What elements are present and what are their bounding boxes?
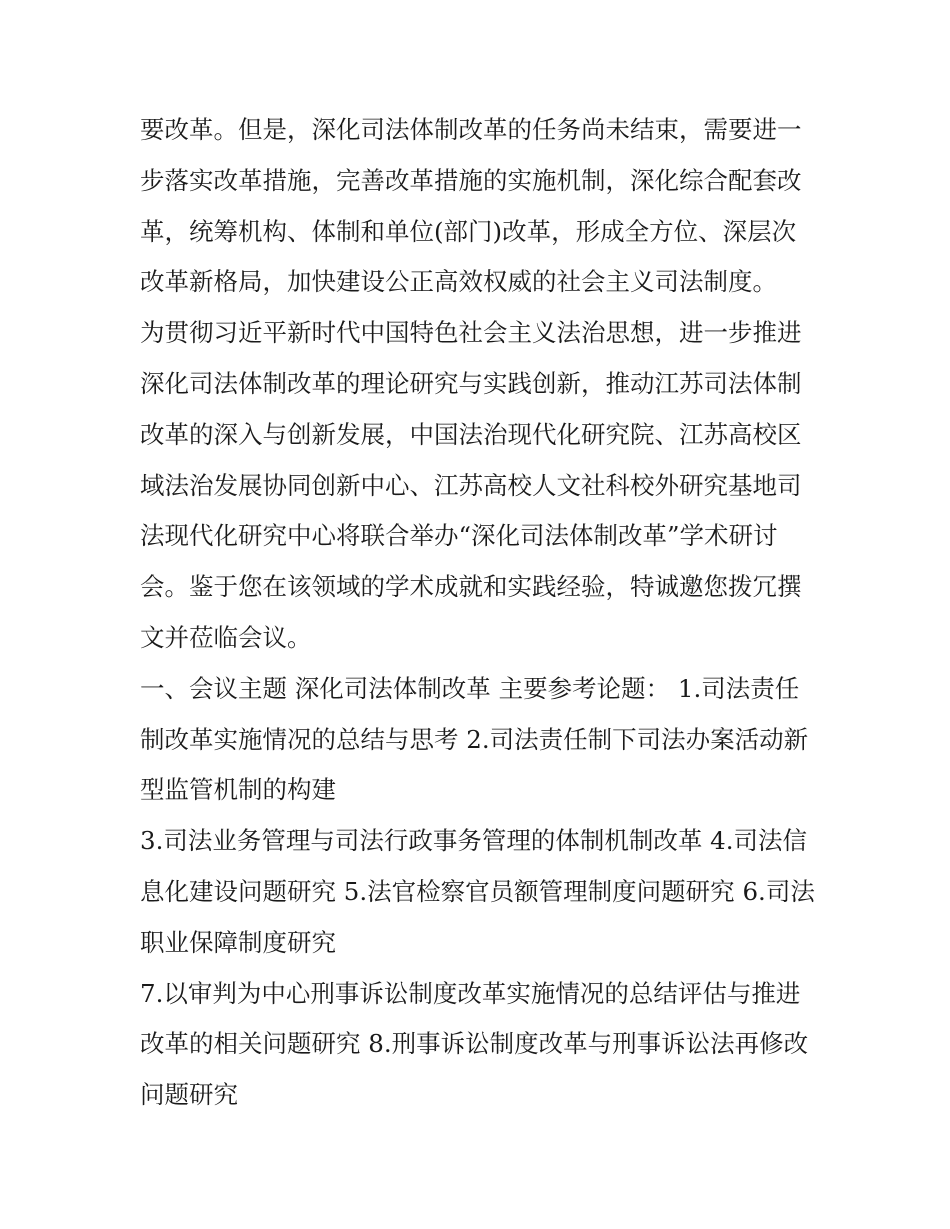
body-text [140, 105, 820, 1121]
text-line: 制改革实施情况的总结与思考 2.司法责任制下司法办案活动新 [140, 724, 809, 754]
text-line: 革，统筹机构、体制和单位(部门)改革，形成全方位、深层次 [140, 216, 797, 246]
text-line: 改革的深入与创新发展，中国法治现代化研究院、江苏高校区 [140, 419, 802, 449]
text-line: 问题研究 [140, 1080, 238, 1110]
text-line: 法现代化研究中心将联合举办“深化司法体制改革”学术研讨 [140, 521, 778, 551]
text-line: 会。鉴于您在该领域的学术成就和实践经验，特诚邀您拨冗撰 [140, 572, 802, 602]
text-line: 文并莅临会议。 [140, 622, 312, 652]
text-line: 步落实改革措施，完善改革措施的实施机制，深化综合配套改 [140, 165, 802, 195]
text-line: 职业保障制度研究 [140, 927, 336, 957]
text-line: 为贯彻习近平新时代中国特色社会主义法治思想，进一步推进 [140, 318, 802, 348]
text-line: 深化司法体制改革的理论研究与实践创新，推动江苏司法体制 [140, 368, 802, 398]
text-line: 息化建设问题研究 5.法官检察官员额管理制度问题研究 6.司法 [140, 876, 815, 906]
text-line: 型监管机制的构建 [140, 775, 336, 805]
text-line: 改革新格局，加快建设公正高效权威的社会主义司法制度。 [140, 267, 777, 297]
text-line: 域法治发展协同创新中心、江苏高校人文社科校外研究基地司 [140, 470, 802, 500]
section-heading-line: 一、会议主题 深化司法体制改革 主要参考论题： 1.司法责任 [140, 673, 800, 703]
text-line: 7.以审判为中心刑事诉讼制度改革实施情况的总结评估与推进 [140, 978, 801, 1008]
text-line: 改革的相关问题研究 8.刑事诉讼制度改革与刑事诉讼法再修改 [140, 1029, 809, 1059]
text-line: 要改革。但是，深化司法体制改革的任务尚未结束，需要进一 [140, 115, 802, 144]
text-line: 3.司法业务管理与司法行政事务管理的体制机制改革 4.司法信 [140, 826, 808, 856]
